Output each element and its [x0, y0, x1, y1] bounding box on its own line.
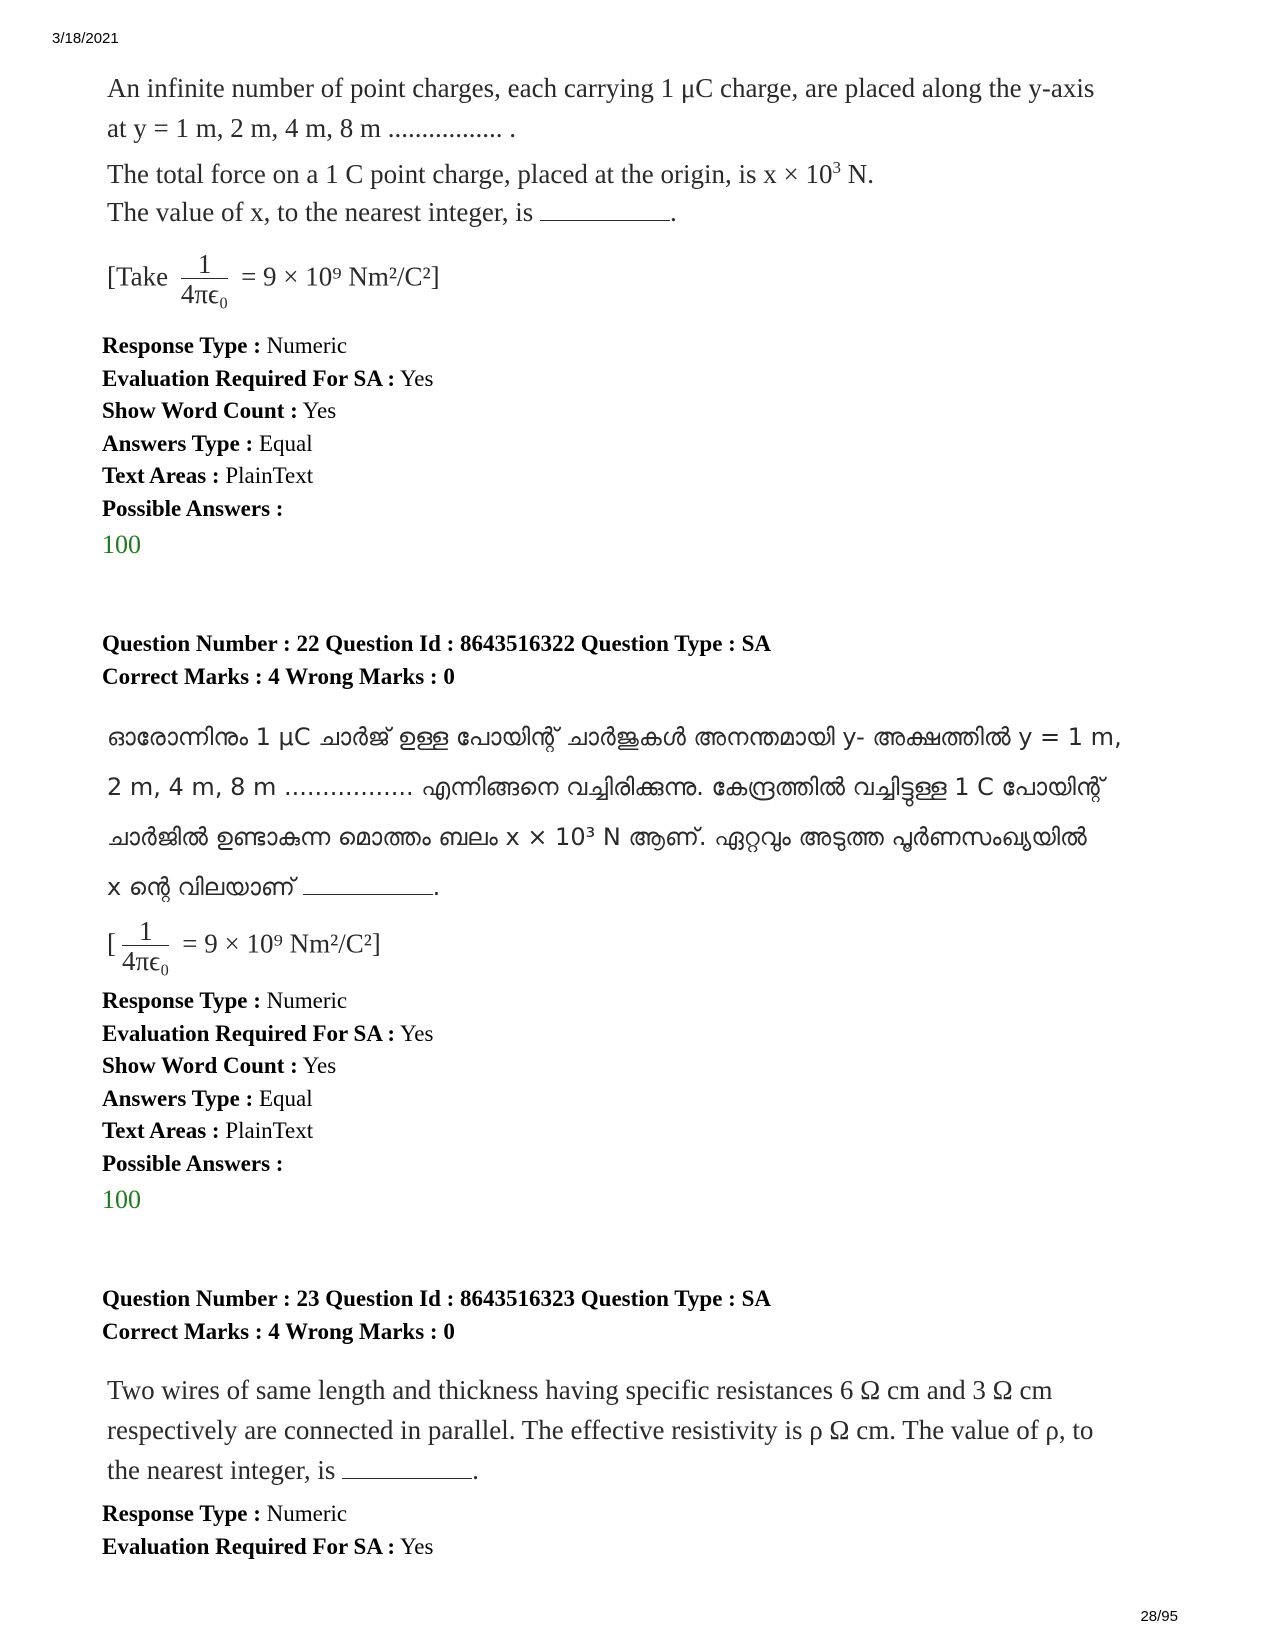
marks-info: Correct Marks : 4 Wrong Marks : 0	[102, 663, 455, 689]
meta-row: Answers Type : Equal	[102, 430, 313, 456]
meta-row: Text Areas : PlainText	[102, 1118, 314, 1143]
question-23-text	[107, 1370, 1177, 1450]
q21-line-3a: The total force on a 1 C point charge, placed at the origin, is x × 10	[107, 159, 833, 189]
fraction	[181, 250, 228, 309]
q22-line-2: 2 m, 4 m, 8 m ................. എന്നിങ്ങനെ വച്ചിരിക്കുന്നു. കേന്ദ്രത്തിൽ വച്ചിട്ടുള്ള 1 C പോയിന്റ്	[107, 773, 1104, 801]
possible-answer: 100	[102, 1185, 141, 1214]
meta-row: Text Areas : PlainText	[102, 463, 314, 488]
q23-line-2: respectively are connected in parallel. The effective resistivity is ρ Ω cm. The value of ρ, to	[107, 1415, 1094, 1445]
meta-row: Possible Answers :	[102, 495, 284, 521]
take-prefix: [	[107, 928, 116, 959]
take-prefix: [Take	[107, 261, 169, 292]
q21-line-1: An infinite number of point charges, each carrying 1 μC charge, are placed along the y-axis	[107, 73, 1095, 103]
take-rhs: = 9 × 10⁹ Nm²/C²]	[182, 928, 381, 959]
fraction-denominator: 4πϵ₀	[180, 279, 229, 309]
answer-blank	[342, 1456, 472, 1479]
meta-row: Evaluation Required For SA : Yes	[102, 1533, 434, 1559]
q22-line-4: x ന്റെ വിലയാണ് .	[107, 873, 441, 901]
question-22-text	[107, 712, 1177, 912]
q23-line-3-row: the nearest integer, is .	[107, 1455, 479, 1485]
q23-line-3: the nearest integer, is	[107, 1455, 336, 1485]
page-number: 28/95	[1140, 1608, 1178, 1625]
answer-blank	[303, 872, 433, 895]
answer-blank	[540, 198, 670, 221]
take-rhs: = 9 × 10⁹ Nm²/C²]	[241, 261, 440, 292]
meta-row: Answers Type : Equal	[102, 1085, 313, 1111]
fraction	[122, 917, 169, 976]
q23-line-1: Two wires of same length and thickness having specific resistances 6 Ω cm and 3 Ω cm	[107, 1375, 1053, 1405]
print-date: 3/18/2021	[52, 30, 119, 47]
q22-meta	[102, 985, 433, 1220]
meta-row: Evaluation Required For SA : Yes	[102, 1020, 434, 1046]
question-21-text	[107, 68, 1177, 148]
marks-info: Correct Marks : 4 Wrong Marks : 0	[102, 1318, 455, 1344]
q23-header	[102, 1283, 771, 1348]
q21-line-3b: N.	[841, 159, 875, 189]
q21-force-line	[107, 148, 1177, 194]
q22-header	[102, 628, 771, 693]
q21-value-line	[107, 192, 1177, 232]
q22-line-3: ചാർജിൽ ഉണ്ടാകുന്ന മൊത്തം ബലം x × 10³ N ആണ്. ഏറ്റവും അടുത്ത പൂർണസംഖ്യയിൽ	[107, 823, 1087, 851]
meta-row: Possible Answers :	[102, 1150, 284, 1176]
possible-answer: 100	[102, 530, 141, 559]
meta-row: Show Word Count : Yes	[102, 1053, 337, 1078]
q21-line-4-end: .	[670, 197, 677, 227]
q21-line-3-exponent: 3	[832, 158, 842, 177]
meta-row: Response Type : Numeric	[102, 333, 348, 358]
q21-meta	[102, 330, 433, 565]
question-info: Question Number : 22 Question Id : 8643516322 Question Type : SA	[102, 631, 771, 656]
q21-line-4: The value of x, to the nearest integer, is	[107, 197, 534, 227]
meta-row: Show Word Count : Yes	[102, 398, 337, 423]
q22-line-1: ഓരോന്നിനും 1 μC ചാർജ് ഉള്ള പോയിന്റ് ചാർജുകൾ അനന്തമായി y- അക്ഷത്തിൽ y = 1 m,	[107, 723, 1122, 751]
meta-row: Evaluation Required For SA : Yes	[102, 365, 434, 391]
meta-row: Response Type : Numeric	[102, 1501, 348, 1526]
question-info: Question Number : 23 Question Id : 8643516323 Question Type : SA	[102, 1286, 771, 1311]
meta-row: Response Type : Numeric	[102, 988, 348, 1013]
fraction-numerator: 1	[181, 250, 228, 279]
fraction-denominator: 4πϵ₀	[122, 946, 170, 976]
q21-constant-formula	[107, 250, 440, 309]
q22-constant-formula	[107, 917, 381, 976]
fraction-numerator: 1	[122, 917, 169, 946]
q21-line-2: at y = 1 m, 2 m, 4 m, 8 m ................. .	[107, 113, 516, 143]
q23-meta	[102, 1498, 433, 1563]
